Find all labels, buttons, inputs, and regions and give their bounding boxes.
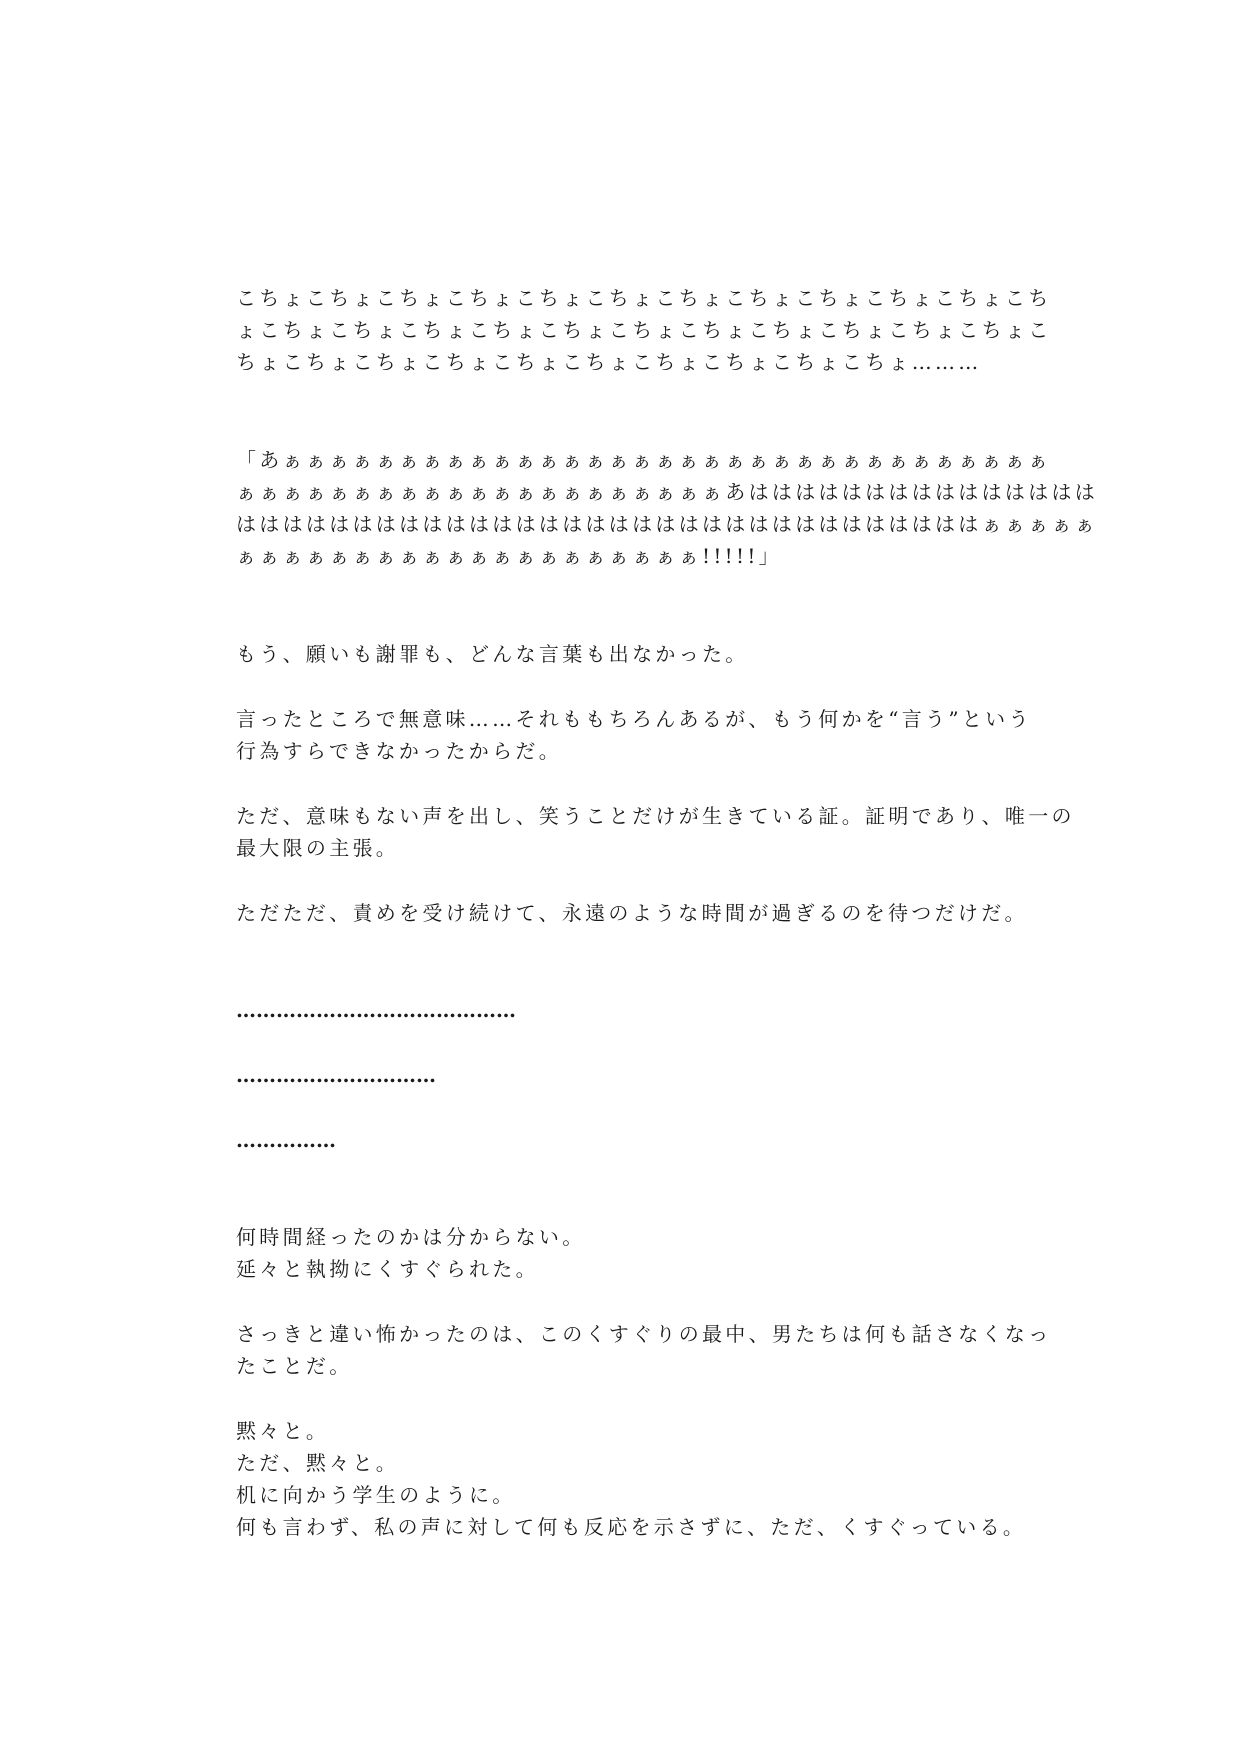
text-line: 何も言わず、私の声に対して何も反応を示さずに、ただ、くすぐっている。: [236, 1515, 1027, 1539]
scream-paragraph: [236, 444, 1099, 572]
ellipsis-line-2: [236, 1059, 1006, 1091]
text-line: 机に向かう学生のように。: [236, 1483, 516, 1507]
text-line: ただ、黙々と。: [236, 1451, 400, 1475]
text-line: 「あぁぁぁぁぁぁぁぁぁぁぁぁぁぁぁぁぁぁぁぁぁぁぁぁぁぁぁぁぁぁぁぁぁ: [236, 448, 1052, 472]
text-line: ははははははははははははははははははははははははははははははははぁぁぁぁぁ: [236, 512, 1099, 536]
text-line: 延々と執拗にくすぐられた。: [236, 1257, 539, 1281]
ellipsis-line-3: [236, 1124, 1006, 1156]
text-line: さっきと違い怖かったのは、このくすぐりの最中、男たちは何も話さなくなっ: [236, 1322, 1052, 1346]
paragraph-5: [236, 1221, 1006, 1285]
kochokocho-paragraph: [236, 282, 1052, 378]
paragraph-2: [236, 703, 1032, 767]
text-line: 行為すらできなかったからだ。: [236, 739, 562, 763]
text-line: ただただ、責めを受け続けて、永遠のような時間が過ぎるのを待つだけだ。: [236, 901, 1028, 925]
paragraph-4: [236, 897, 1028, 929]
text-line: 何時間経ったのかは分からない。: [236, 1225, 586, 1249]
text-line: ちょこちょこちょこちょこちょこちょこちょこちょこちょこちょ………: [236, 350, 982, 374]
text-line: こちょこちょこちょこちょこちょこちょこちょこちょこちょこちょこちょこち: [236, 286, 1052, 310]
paragraph-1: [236, 638, 1006, 670]
text-line: ただ、意味もない声を出し、笑うことだけが生きている証。証明であり、唯一の: [236, 804, 1075, 828]
ellipsis-text: ……………: [236, 1128, 336, 1152]
text-line: ょこちょこちょこちょこちょこちょこちょこちょこちょこちょこちょこちょこ: [236, 318, 1052, 342]
text-line: ぁぁぁぁぁぁぁぁぁぁぁぁぁぁぁぁぁぁぁぁ!!!!!」: [236, 544, 782, 568]
paragraph-6: [236, 1318, 1052, 1382]
text-line: もう、願いも謝罪も、どんな言葉も出なかった。: [236, 642, 749, 666]
paragraph-7: [236, 1415, 1027, 1543]
text-line: ぁぁぁぁぁぁぁぁぁぁぁぁぁぁぁぁぁぁぁぁぁあははははははははははははははは: [236, 480, 1099, 504]
text-line: たことだ。: [236, 1354, 353, 1378]
ellipsis-text: …………………………: [236, 1063, 436, 1087]
ellipsis-line-1: [236, 994, 1006, 1026]
text-line: 最大限の主張。: [236, 836, 400, 860]
ellipsis-text: ……………………………………: [236, 998, 516, 1022]
paragraph-3: [236, 800, 1075, 864]
text-line: 言ったところで無意味……それももちろんあるが、もう何かを“言う”という: [236, 707, 1032, 731]
text-line: 黙々と。: [236, 1419, 330, 1443]
